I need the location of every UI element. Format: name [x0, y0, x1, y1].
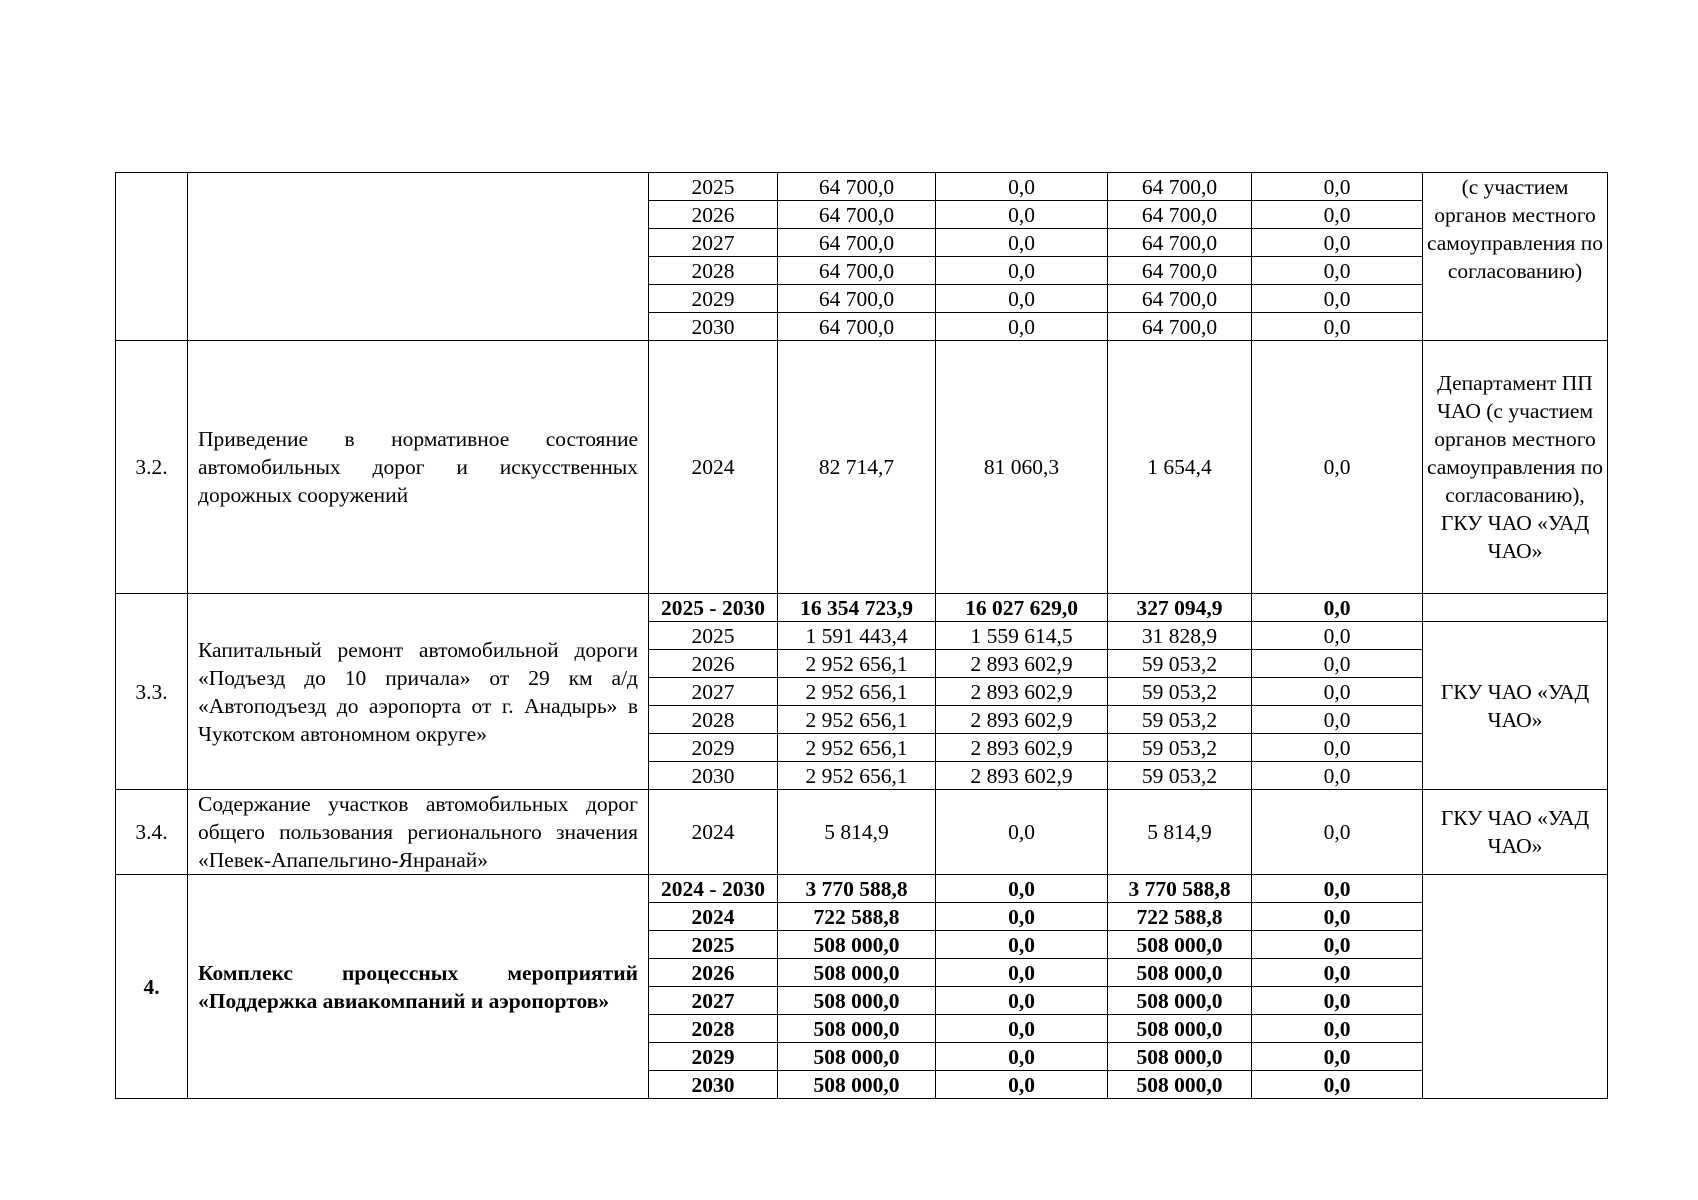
- regional-cell: 1 654,4: [1108, 341, 1252, 594]
- description-text: Содержание участков автомобильных дорог общего пользования регионального значения «Певек-Апапельгино-Янранай»: [198, 792, 638, 872]
- federal-cell: 2 893 602,9: [936, 762, 1108, 790]
- regional-cell: 508 000,0: [1108, 931, 1252, 959]
- total-cell: 64 700,0: [778, 313, 936, 341]
- other-cell: 0,0: [1252, 678, 1423, 706]
- table-row: [116, 790, 1608, 875]
- federal-cell: 0,0: [936, 790, 1108, 875]
- year-range-cell: 2024 - 2030: [649, 875, 778, 903]
- total-cell: 2 952 656,1: [778, 678, 936, 706]
- federal-cell: 0,0: [936, 1071, 1108, 1099]
- year-cell: 2027: [649, 229, 778, 257]
- description-text: Приведение в нормативное состояние автомобильных дорог и искусственных дорожных сооружений: [198, 427, 638, 507]
- federal-cell: 0,0: [936, 959, 1108, 987]
- table-row: [116, 341, 1608, 594]
- federal-cell: 2 893 602,9: [936, 734, 1108, 762]
- other-cell: 0,0: [1252, 229, 1423, 257]
- other-cell: 0,0: [1252, 875, 1423, 903]
- federal-cell: 1 559 614,5: [936, 622, 1108, 650]
- executor-cell: ГКУ ЧАО «УАД ЧАО»: [1423, 622, 1608, 790]
- regional-cell: 508 000,0: [1108, 1015, 1252, 1043]
- federal-cell: 2 893 602,9: [936, 706, 1108, 734]
- row-description-cell: [188, 594, 649, 790]
- total-cell: 2 952 656,1: [778, 762, 936, 790]
- other-cell: 0,0: [1252, 959, 1423, 987]
- total-cell: 2 952 656,1: [778, 706, 936, 734]
- regional-cell: 59 053,2: [1108, 734, 1252, 762]
- year-cell: 2028: [649, 706, 778, 734]
- other-cell: 0,0: [1252, 1043, 1423, 1071]
- other-cell: 0,0: [1252, 313, 1423, 341]
- year-cell: 2029: [649, 285, 778, 313]
- federal-cell: 0,0: [936, 201, 1108, 229]
- year-cell: 2029: [649, 1043, 778, 1071]
- other-cell: 0,0: [1252, 285, 1423, 313]
- year-cell: 2027: [649, 678, 778, 706]
- federal-cell: 2 893 602,9: [936, 650, 1108, 678]
- year-cell: 2026: [649, 201, 778, 229]
- total-cell: 722 588,8: [778, 903, 936, 931]
- year-cell: 2028: [649, 1015, 778, 1043]
- other-cell: 0,0: [1252, 762, 1423, 790]
- row-description-cell: [188, 875, 649, 1099]
- regional-cell: 64 700,0: [1108, 201, 1252, 229]
- federal-cell: 2 893 602,9: [936, 678, 1108, 706]
- row-number-cell: 4.: [116, 875, 188, 1099]
- row-number-cell: 3.4.: [116, 790, 188, 875]
- description-text: Комплекс процессных мероприятий «Поддержка авиакомпаний и аэропортов»: [198, 960, 638, 1013]
- total-cell: 508 000,0: [778, 959, 936, 987]
- regional-cell: 327 094,9: [1108, 594, 1252, 622]
- row-description-cell: [188, 173, 649, 341]
- regional-cell: 64 700,0: [1108, 229, 1252, 257]
- other-cell: 0,0: [1252, 622, 1423, 650]
- year-cell: 2024: [649, 790, 778, 875]
- regional-cell: 64 700,0: [1108, 173, 1252, 201]
- federal-cell: 16 027 629,0: [936, 594, 1108, 622]
- federal-cell: 0,0: [936, 987, 1108, 1015]
- row-number-cell: [116, 173, 188, 341]
- year-cell: 2030: [649, 762, 778, 790]
- federal-cell: 0,0: [936, 1015, 1108, 1043]
- other-cell: 0,0: [1252, 173, 1423, 201]
- total-cell: 2 952 656,1: [778, 650, 936, 678]
- other-cell: 0,0: [1252, 706, 1423, 734]
- total-cell: 508 000,0: [778, 1043, 936, 1071]
- total-cell: 1 591 443,4: [778, 622, 936, 650]
- table-row: [116, 875, 1608, 903]
- year-cell: 2025: [649, 931, 778, 959]
- federal-cell: 0,0: [936, 1043, 1108, 1071]
- federal-cell: 0,0: [936, 313, 1108, 341]
- year-cell: 2024: [649, 341, 778, 594]
- regional-cell: 5 814,9: [1108, 790, 1252, 875]
- other-cell: 0,0: [1252, 987, 1423, 1015]
- executor-cell: [1423, 875, 1608, 1099]
- executor-cell: (с участием органов местного самоуправления по согласованию): [1423, 173, 1608, 341]
- total-cell: 16 354 723,9: [778, 594, 936, 622]
- year-cell: 2028: [649, 257, 778, 285]
- regional-cell: 508 000,0: [1108, 959, 1252, 987]
- regional-cell: 64 700,0: [1108, 313, 1252, 341]
- other-cell: 0,0: [1252, 790, 1423, 875]
- year-cell: 2026: [649, 650, 778, 678]
- other-cell: 0,0: [1252, 594, 1423, 622]
- federal-cell: 0,0: [936, 257, 1108, 285]
- regional-cell: 59 053,2: [1108, 678, 1252, 706]
- total-cell: 64 700,0: [778, 285, 936, 313]
- row-description-cell: [188, 790, 649, 875]
- other-cell: 0,0: [1252, 201, 1423, 229]
- regional-cell: 59 053,2: [1108, 706, 1252, 734]
- table-row: [116, 173, 1608, 201]
- year-range-cell: 2025 - 2030: [649, 594, 778, 622]
- total-cell: 5 814,9: [778, 790, 936, 875]
- year-cell: 2025: [649, 622, 778, 650]
- regional-cell: 64 700,0: [1108, 285, 1252, 313]
- federal-cell: 0,0: [936, 875, 1108, 903]
- executor-cell: ГКУ ЧАО «УАД ЧАО»: [1423, 790, 1608, 875]
- other-cell: 0,0: [1252, 931, 1423, 959]
- federal-cell: 0,0: [936, 903, 1108, 931]
- regional-cell: 59 053,2: [1108, 762, 1252, 790]
- regional-cell: 64 700,0: [1108, 257, 1252, 285]
- other-cell: 0,0: [1252, 257, 1423, 285]
- other-cell: 0,0: [1252, 903, 1423, 931]
- total-cell: 64 700,0: [778, 201, 936, 229]
- year-cell: 2030: [649, 313, 778, 341]
- regional-cell: 31 828,9: [1108, 622, 1252, 650]
- other-cell: 0,0: [1252, 650, 1423, 678]
- table-row: [116, 594, 1608, 622]
- year-cell: 2030: [649, 1071, 778, 1099]
- executor-cell: Департамент ПП ЧАО (с участием органов местного самоуправления по согласованию), ГКУ ЧАО «УАД ЧАО»: [1423, 341, 1608, 594]
- federal-cell: 0,0: [936, 931, 1108, 959]
- year-cell: 2025: [649, 173, 778, 201]
- regional-cell: 3 770 588,8: [1108, 875, 1252, 903]
- total-cell: 2 952 656,1: [778, 734, 936, 762]
- year-cell: 2027: [649, 987, 778, 1015]
- row-number-cell: 3.2.: [116, 341, 188, 594]
- total-cell: 508 000,0: [778, 987, 936, 1015]
- total-cell: 64 700,0: [778, 173, 936, 201]
- year-cell: 2029: [649, 734, 778, 762]
- other-cell: 0,0: [1252, 1015, 1423, 1043]
- total-cell: 3 770 588,8: [778, 875, 936, 903]
- total-cell: 64 700,0: [778, 257, 936, 285]
- regional-cell: 59 053,2: [1108, 650, 1252, 678]
- row-description-cell: [188, 341, 649, 594]
- regional-cell: 508 000,0: [1108, 1071, 1252, 1099]
- other-cell: 0,0: [1252, 341, 1423, 594]
- regional-cell: 508 000,0: [1108, 987, 1252, 1015]
- other-cell: 0,0: [1252, 734, 1423, 762]
- other-cell: 0,0: [1252, 1071, 1423, 1099]
- total-cell: 508 000,0: [778, 1071, 936, 1099]
- total-cell: 64 700,0: [778, 229, 936, 257]
- row-number-cell: 3.3.: [116, 594, 188, 790]
- total-cell: 82 714,7: [778, 341, 936, 594]
- description-text: Капитальный ремонт автомобильной дороги «Подъезд до 10 причала» от 29 км а/д «Автоподъезд до аэропорта от г. Анадырь» в Чукотском автономном округе»: [198, 637, 638, 746]
- year-cell: 2026: [649, 959, 778, 987]
- regional-cell: 722 588,8: [1108, 903, 1252, 931]
- program-table: [115, 172, 1608, 1099]
- federal-cell: 0,0: [936, 229, 1108, 257]
- total-cell: 508 000,0: [778, 1015, 936, 1043]
- total-cell: 508 000,0: [778, 931, 936, 959]
- regional-cell: 508 000,0: [1108, 1043, 1252, 1071]
- year-cell: 2024: [649, 903, 778, 931]
- federal-cell: 0,0: [936, 285, 1108, 313]
- federal-cell: 81 060,3: [936, 341, 1108, 594]
- federal-cell: 0,0: [936, 173, 1108, 201]
